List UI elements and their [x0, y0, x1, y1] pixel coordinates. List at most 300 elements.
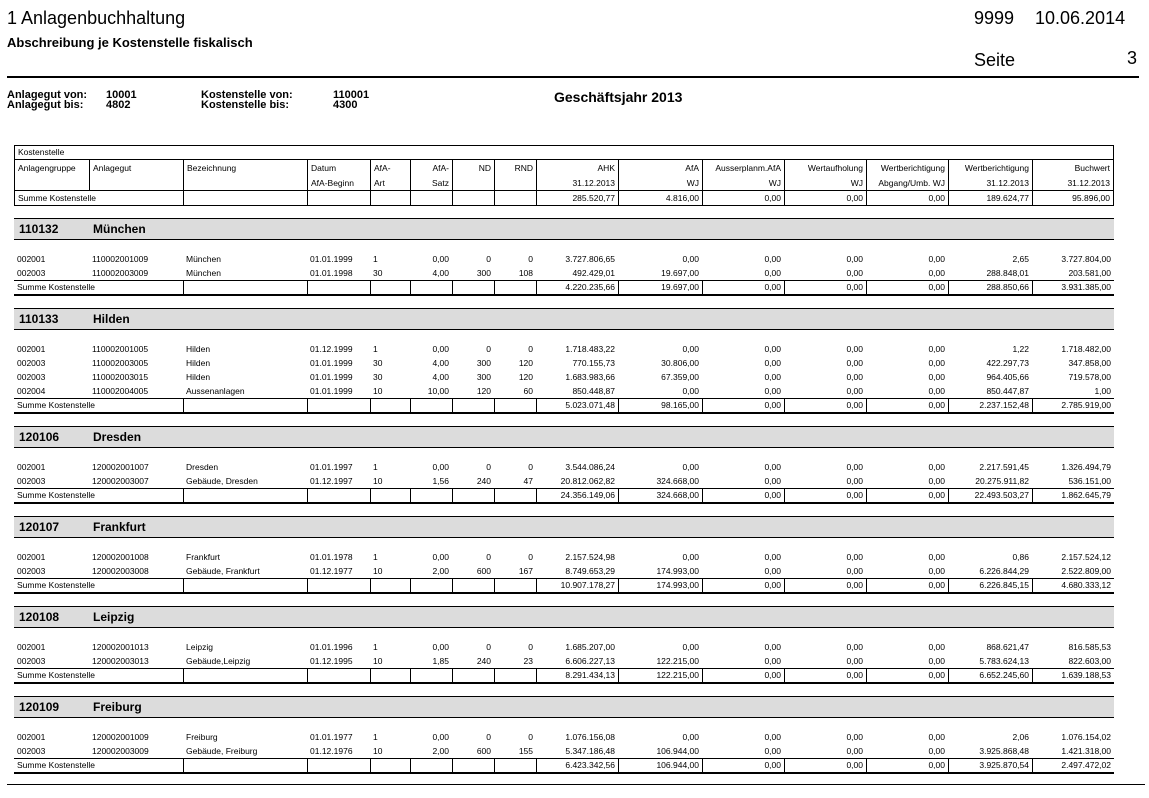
cell-bezeichnung: Hilden	[186, 372, 211, 382]
cell-ausserplanm-afa: 0,00	[764, 254, 781, 264]
cell-anlagengruppe: 002003	[17, 656, 46, 666]
cell-ausserplanm-afa: 0,00	[764, 372, 781, 382]
table-row	[14, 654, 1114, 668]
cell-wertberichtigung-abgang: 0,00	[928, 656, 945, 666]
cell-wertberichtigung: 3.925.868,48	[979, 746, 1029, 756]
cell-wertaufholung: 0,00	[846, 462, 863, 472]
footer-divider	[7, 784, 1145, 785]
sum-wertberichtigung: 6.652.245,60	[948, 669, 1032, 682]
cell-buchwert: 1.718.482,00	[1061, 344, 1111, 354]
cost-center-name: Freiburg	[93, 700, 142, 714]
empty-cell	[183, 489, 307, 502]
cell-rnd: 0	[528, 732, 533, 742]
cell-wertberichtigung-abgang: 0,00	[928, 372, 945, 382]
table-header-row-1	[14, 159, 1114, 175]
cell-afa-art: 1	[373, 344, 378, 354]
sum-afa: 106.944,00	[618, 759, 702, 772]
cell-wertberichtigung: 6.226.844,29	[979, 566, 1029, 576]
cell-nd: 600	[476, 746, 491, 756]
cell-ausserplanm-afa: 0,00	[764, 476, 781, 486]
cell-nd: 0	[486, 344, 491, 354]
sum-buchwert: 3.931.385,00	[1032, 281, 1114, 294]
cell-rnd: 0	[528, 344, 533, 354]
table-row	[14, 356, 1114, 370]
col-datum: Datum	[307, 159, 370, 175]
cell-ausserplanm-afa: 0,00	[764, 552, 781, 562]
empty-cell	[494, 281, 536, 294]
empty-cell	[494, 759, 536, 772]
cost-center-id: 120106	[19, 430, 60, 444]
cell-afa: 0,00	[682, 642, 699, 652]
cell-rnd: 108	[518, 268, 533, 278]
cell-bezeichnung: Leipzig	[186, 642, 213, 652]
cell-rnd: 60	[523, 386, 533, 396]
cell-wertberichtigung: 422.297,73	[986, 358, 1029, 368]
cell-anlagegut: 120002001009	[92, 732, 149, 742]
cell-anlagegut: 110002003005	[92, 358, 149, 368]
cell-ausserplanm-afa: 0,00	[764, 642, 781, 652]
sum-ahk: 6.423.342,56	[536, 759, 618, 772]
cell-afa-art: 30	[373, 358, 383, 368]
table-row	[14, 370, 1114, 384]
cell-wertaufholung: 0,00	[846, 268, 863, 278]
kostenstelle-bis-label: Kostenstelle bis:	[201, 99, 290, 111]
col-wertberichtigung: Wertberichtigung	[948, 159, 1032, 175]
empty-cell	[307, 281, 370, 294]
cell-ausserplanm-afa: 0,00	[764, 656, 781, 666]
cell-wertberichtigung-abgang: 0,00	[928, 642, 945, 652]
cell-afa: 106.944,00	[656, 746, 699, 756]
empty-cell	[494, 579, 536, 592]
cell-afa-satz: 4,00	[432, 358, 449, 368]
cell-afa-art: 1	[373, 462, 378, 472]
col2-afa-satz: Satz	[410, 175, 452, 191]
col2-rnd	[494, 175, 536, 191]
cell-wertberichtigung-abgang: 0,00	[928, 268, 945, 278]
cell-anlagengruppe: 002001	[17, 344, 46, 354]
summary-label: Summe Kostenstelle	[17, 490, 95, 500]
cell-afa-art: 1	[373, 642, 378, 652]
cell-buchwert: 1.421.318,00	[1061, 746, 1111, 756]
kostenstelle-von-label: Kostenstelle von:	[201, 89, 293, 101]
cell-wertaufholung: 0,00	[846, 566, 863, 576]
cell-nd: 300	[476, 358, 491, 368]
cell-nd: 0	[486, 254, 491, 264]
sum-wertberichtigung: 3.925.870,54	[948, 759, 1032, 772]
summary-wertaufholung: 0,00	[784, 191, 866, 205]
summary-label: Summe Kostenstelle	[14, 191, 183, 205]
cell-bezeichnung: Hilden	[186, 344, 211, 354]
col2-bezeichnung	[183, 175, 307, 191]
table-row	[14, 550, 1114, 564]
cell-ausserplanm-afa: 0,00	[764, 268, 781, 278]
col2-wertberichtigung: 31.12.2013	[948, 175, 1032, 191]
cell-bezeichnung: München	[186, 254, 221, 264]
cell-bezeichnung: Gebäude, Dresden	[186, 476, 258, 486]
cell-ahk: 8.749.653,29	[565, 566, 615, 576]
cell-anlagengruppe: 002003	[17, 372, 46, 382]
cell-afa-satz: 4,00	[432, 268, 449, 278]
cell-wertaufholung: 0,00	[846, 746, 863, 756]
sum-wertaufholung: 0,00	[784, 489, 866, 502]
cell-ahk: 2.157.524,98	[565, 552, 615, 562]
cell-afa-satz: 0,00	[432, 732, 449, 742]
cost-center-groups	[14, 218, 1114, 774]
cell-nd: 0	[486, 732, 491, 742]
report-title: 1 Anlagenbuchhaltung	[7, 8, 186, 28]
cost-center-header	[14, 606, 1114, 628]
header-divider	[7, 76, 1139, 78]
table-row	[14, 474, 1114, 488]
cell-anlagengruppe: 002003	[17, 566, 46, 576]
empty-cell	[494, 669, 536, 682]
cell-afa: 0,00	[682, 254, 699, 264]
cell-afa: 174.993,00	[656, 566, 699, 576]
empty-cell	[410, 669, 452, 682]
cell-wertberichtigung: 964.405,66	[986, 372, 1029, 382]
cell-afa-art: 1	[373, 254, 378, 264]
cell-ahk: 1.685.207,00	[565, 642, 615, 652]
sum-afa: 122.215,00	[618, 669, 702, 682]
empty-cell	[452, 669, 494, 682]
spacer	[14, 448, 1114, 460]
spacer	[14, 330, 1114, 342]
col2-buchwert: 31.12.2013	[1032, 175, 1114, 191]
report-subtitle: Abschreibung je Kostenstelle fiskalisch	[7, 35, 253, 50]
sum-buchwert: 2.497.472,02	[1032, 759, 1114, 772]
cell-afa-satz: 0,00	[432, 462, 449, 472]
cell-bezeichnung: Dresden	[186, 462, 219, 472]
col-anlagegut: Anlagegut	[89, 159, 183, 175]
cell-wertberichtigung-abgang: 0,00	[928, 386, 945, 396]
empty-cell	[183, 579, 307, 592]
spacer	[14, 240, 1114, 252]
cell-nd: 0	[486, 462, 491, 472]
empty-cell	[370, 669, 410, 682]
cell-afa-satz: 0,00	[432, 552, 449, 562]
summary-wertberichtigung: 189.624,77	[948, 191, 1032, 205]
cost-center-name: München	[93, 222, 146, 236]
cell-buchwert: 2.157.524,12	[1061, 552, 1111, 562]
cell-wertberichtigung-abgang: 0,00	[928, 358, 945, 368]
col2-ahk: 31.12.2013	[536, 175, 618, 191]
empty-cell	[494, 489, 536, 502]
cell-datum: 01.01.1999	[310, 254, 353, 264]
cell-wertberichtigung: 1,22	[1012, 344, 1029, 354]
cell-ausserplanm-afa: 0,00	[764, 566, 781, 576]
summary-label: Summe Kostenstelle	[17, 760, 95, 770]
table-row	[14, 342, 1114, 356]
summary-row	[14, 758, 1114, 774]
col2-datum: AfA-Beginn	[307, 175, 370, 191]
col-afa-satz: AfA-	[410, 159, 452, 175]
cell-ahk: 1.718.483,22	[565, 344, 615, 354]
cell-buchwert: 1.076.154,02	[1061, 732, 1111, 742]
sum-wertaufholung: 0,00	[784, 399, 866, 412]
cell-wertberichtigung: 2,65	[1012, 254, 1029, 264]
cell-nd: 240	[476, 656, 491, 666]
col-wertberichtigung-abgang: Wertberichtigung	[866, 159, 948, 175]
cell-ausserplanm-afa: 0,00	[764, 746, 781, 756]
cell-rnd: 155	[518, 746, 533, 756]
cell-rnd: 120	[518, 358, 533, 368]
cell-wertberichtigung-abgang: 0,00	[928, 462, 945, 472]
cell-datum: 01.12.1999	[310, 344, 353, 354]
cell-buchwert: 536.151,00	[1068, 476, 1111, 486]
report-date: 10.06.2014	[1035, 8, 1126, 28]
cell-rnd: 23	[523, 656, 533, 666]
fiscal-year: Geschäftsjahr 2013	[554, 89, 683, 105]
anlagegut-bis-value: 4802	[106, 99, 131, 111]
sum-wertberichtigung-abgang: 0,00	[866, 759, 948, 772]
anlagegut-von-label: Anlagegut von:	[7, 89, 88, 101]
empty-cell	[307, 759, 370, 772]
sum-ausserplanm-afa: 0,00	[702, 281, 784, 294]
cell-anlagegut: 120002003013	[92, 656, 149, 666]
empty-cell	[452, 399, 494, 412]
cell-anlagengruppe: 002003	[17, 268, 46, 278]
col-rnd: RND	[494, 159, 536, 175]
cell-wertberichtigung-abgang: 0,00	[928, 732, 945, 742]
empty-cell	[410, 191, 452, 205]
cell-anlagegut: 110002001005	[92, 344, 149, 354]
cell-afa: 0,00	[682, 552, 699, 562]
cell-afa-art: 10	[373, 566, 383, 576]
summary-ausserplanm-afa: 0,00	[702, 191, 784, 205]
cell-afa-art: 10	[373, 746, 383, 756]
depreciation-table	[14, 145, 1114, 774]
cell-datum: 01.01.1999	[310, 386, 353, 396]
cell-buchwert: 3.727.804,00	[1061, 254, 1111, 264]
cell-buchwert: 203.581,00	[1068, 268, 1111, 278]
sum-buchwert: 1.862.645,79	[1032, 489, 1114, 502]
cell-buchwert: 2.522.809,00	[1061, 566, 1111, 576]
sum-afa: 324.668,00	[618, 489, 702, 502]
cost-center-name: Dresden	[93, 430, 142, 444]
spacer	[14, 538, 1114, 550]
cell-afa: 0,00	[682, 732, 699, 742]
sum-buchwert: 1.639.188,53	[1032, 669, 1114, 682]
empty-cell	[307, 489, 370, 502]
cell-wertaufholung: 0,00	[846, 642, 863, 652]
col2-afa: WJ	[618, 175, 702, 191]
cell-datum: 01.01.1978	[310, 552, 353, 562]
cell-ahk: 1.076.156,08	[565, 732, 615, 742]
cell-afa: 324.668,00	[656, 476, 699, 486]
cell-afa-satz: 1,56	[432, 476, 449, 486]
empty-cell	[410, 759, 452, 772]
summary-ahk: 285.520,77	[536, 191, 618, 205]
empty-cell	[410, 579, 452, 592]
cell-ausserplanm-afa: 0,00	[764, 386, 781, 396]
cell-afa-satz: 0,00	[432, 254, 449, 264]
cell-wertaufholung: 0,00	[846, 552, 863, 562]
cell-datum: 01.01.1999	[310, 358, 353, 368]
page-label: Seite	[974, 50, 1016, 70]
cell-afa: 30.806,00	[661, 358, 699, 368]
cell-afa: 122.215,00	[656, 656, 699, 666]
empty-cell	[494, 399, 536, 412]
cell-nd: 600	[476, 566, 491, 576]
cell-nd: 120	[476, 386, 491, 396]
cost-center-header	[14, 696, 1114, 718]
cell-wertberichtigung: 0,86	[1012, 552, 1029, 562]
col-afa: AfA	[618, 159, 702, 175]
cell-wertberichtigung-abgang: 0,00	[928, 476, 945, 486]
sum-ahk: 24.356.149,06	[536, 489, 618, 502]
cell-ausserplanm-afa: 0,00	[764, 358, 781, 368]
sum-ahk: 8.291.434,13	[536, 669, 618, 682]
cell-wertberichtigung: 850.447,87	[986, 386, 1029, 396]
spacer	[14, 628, 1114, 640]
anlagegut-bis-label: Anlagegut bis:	[7, 99, 84, 111]
cell-anlagengruppe: 002001	[17, 462, 46, 472]
cell-rnd: 0	[528, 462, 533, 472]
cell-rnd: 0	[528, 254, 533, 264]
sum-wertaufholung: 0,00	[784, 579, 866, 592]
cell-rnd: 47	[523, 476, 533, 486]
table-row	[14, 564, 1114, 578]
empty-cell	[307, 191, 370, 205]
summary-row	[14, 488, 1114, 504]
cell-wertaufholung: 0,00	[846, 386, 863, 396]
cell-nd: 300	[476, 372, 491, 382]
cell-ahk: 492.429,01	[572, 268, 615, 278]
cell-bezeichnung: München	[186, 268, 221, 278]
summary-afa: 4.816,00	[618, 191, 702, 205]
cell-anlagengruppe: 002001	[17, 552, 46, 562]
table-row	[14, 640, 1114, 654]
cost-center-header	[14, 308, 1114, 330]
cell-anlagengruppe: 002003	[17, 476, 46, 486]
sum-buchwert: 4.680.333,12	[1032, 579, 1114, 592]
cell-anlagegut: 120002001007	[92, 462, 149, 472]
empty-cell	[410, 399, 452, 412]
cell-wertberichtigung: 288.848,01	[986, 268, 1029, 278]
cell-ahk: 6.606.227,13	[565, 656, 615, 666]
cell-wertberichtigung: 2.217.591,45	[979, 462, 1029, 472]
cell-afa-satz: 2,00	[432, 566, 449, 576]
cell-anlagegut: 120002003007	[92, 476, 149, 486]
summary-wertberichtigung-abgang: 0,00	[866, 191, 948, 205]
cell-afa-satz: 1,85	[432, 656, 449, 666]
cell-afa: 19.697,00	[661, 268, 699, 278]
cell-datum: 01.01.1997	[310, 462, 353, 472]
empty-cell	[183, 191, 307, 205]
empty-cell	[183, 281, 307, 294]
sum-buchwert: 2.785.919,00	[1032, 399, 1114, 412]
kostenstelle-von-value: 110001	[333, 89, 370, 101]
sum-ausserplanm-afa: 0,00	[702, 579, 784, 592]
cell-buchwert: 1,00	[1094, 386, 1111, 396]
cell-ahk: 850.448,87	[572, 386, 615, 396]
sum-wertberichtigung: 6.226.845,15	[948, 579, 1032, 592]
empty-cell	[452, 191, 494, 205]
cell-anlagengruppe: 002004	[17, 386, 46, 396]
sum-wertberichtigung-abgang: 0,00	[866, 579, 948, 592]
cell-datum: 01.12.1997	[310, 476, 353, 486]
cell-datum: 01.01.1996	[310, 642, 353, 652]
cell-bezeichnung: Frankfurt	[186, 552, 221, 562]
cell-datum: 01.01.1977	[310, 732, 353, 742]
table-row	[14, 730, 1114, 744]
summary-label: Summe Kostenstelle	[17, 400, 95, 410]
cell-wertberichtigung-abgang: 0,00	[928, 566, 945, 576]
cell-anlagegut: 110002003009	[92, 268, 149, 278]
cell-rnd: 167	[518, 566, 533, 576]
empty-cell	[370, 191, 410, 205]
col-wertaufholung: Wertaufholung	[784, 159, 866, 175]
cell-bezeichnung: Aussenanlagen	[186, 386, 245, 396]
report-code: 9999	[974, 8, 1015, 28]
col-anlagengruppe: Anlagengruppe	[14, 159, 89, 175]
sum-wertberichtigung-abgang: 0,00	[866, 399, 948, 412]
cell-ausserplanm-afa: 0,00	[764, 732, 781, 742]
cell-anlagegut: 120002003009	[92, 746, 149, 756]
cell-afa-art: 1	[373, 552, 378, 562]
table-row	[14, 744, 1114, 758]
col-bezeichnung: Bezeichnung	[183, 159, 307, 175]
cell-nd: 0	[486, 642, 491, 652]
cell-ausserplanm-afa: 0,00	[764, 462, 781, 472]
cost-center-header	[14, 516, 1114, 538]
spacer	[14, 718, 1114, 730]
cell-ahk: 3.544.086,24	[565, 462, 615, 472]
sum-afa: 98.165,00	[618, 399, 702, 412]
cell-bezeichnung: Gebäude, Frankfurt	[186, 566, 260, 576]
cell-wertberichtigung-abgang: 0,00	[928, 746, 945, 756]
cell-wertaufholung: 0,00	[846, 358, 863, 368]
cell-bezeichnung: Gebäude,Leipzig	[186, 656, 251, 666]
empty-cell	[183, 399, 307, 412]
sum-wertberichtigung: 288.850,66	[948, 281, 1032, 294]
summary-buchwert: 95.896,00	[1032, 191, 1114, 205]
cell-buchwert: 719.578,00	[1068, 372, 1111, 382]
header-kostenstelle: Kostenstelle	[18, 147, 65, 157]
empty-cell	[307, 579, 370, 592]
col2-nd	[452, 175, 494, 191]
cell-afa-satz: 0,00	[432, 344, 449, 354]
cell-afa-satz: 0,00	[432, 642, 449, 652]
empty-cell	[370, 579, 410, 592]
cell-anlagengruppe: 002003	[17, 746, 46, 756]
empty-cell	[370, 759, 410, 772]
sum-afa: 19.697,00	[618, 281, 702, 294]
empty-cell	[410, 281, 452, 294]
cell-afa-art: 30	[373, 372, 383, 382]
cell-buchwert: 822.603,00	[1068, 656, 1111, 666]
empty-cell	[183, 669, 307, 682]
cell-afa-art: 10	[373, 476, 383, 486]
cell-anlagegut: 120002003008	[92, 566, 149, 576]
empty-cell	[494, 191, 536, 205]
sum-wertberichtigung: 22.493.503,27	[948, 489, 1032, 502]
cost-center-name: Leipzig	[93, 610, 135, 624]
cost-center-name: Frankfurt	[93, 520, 146, 534]
cell-buchwert: 347.858,00	[1068, 358, 1111, 368]
table-row	[14, 460, 1114, 474]
summary-row	[14, 398, 1114, 414]
cell-anlagengruppe: 002001	[17, 254, 46, 264]
col2-ausserplanm-afa: WJ	[702, 175, 784, 191]
sum-wertberichtigung-abgang: 0,00	[866, 669, 948, 682]
sum-wertaufholung: 0,00	[784, 759, 866, 772]
cell-wertaufholung: 0,00	[846, 476, 863, 486]
summary-row	[14, 668, 1114, 684]
cell-bezeichnung: Freiburg	[186, 732, 218, 742]
cell-wertberichtigung-abgang: 0,00	[928, 254, 945, 264]
cell-wertaufholung: 0,00	[846, 372, 863, 382]
